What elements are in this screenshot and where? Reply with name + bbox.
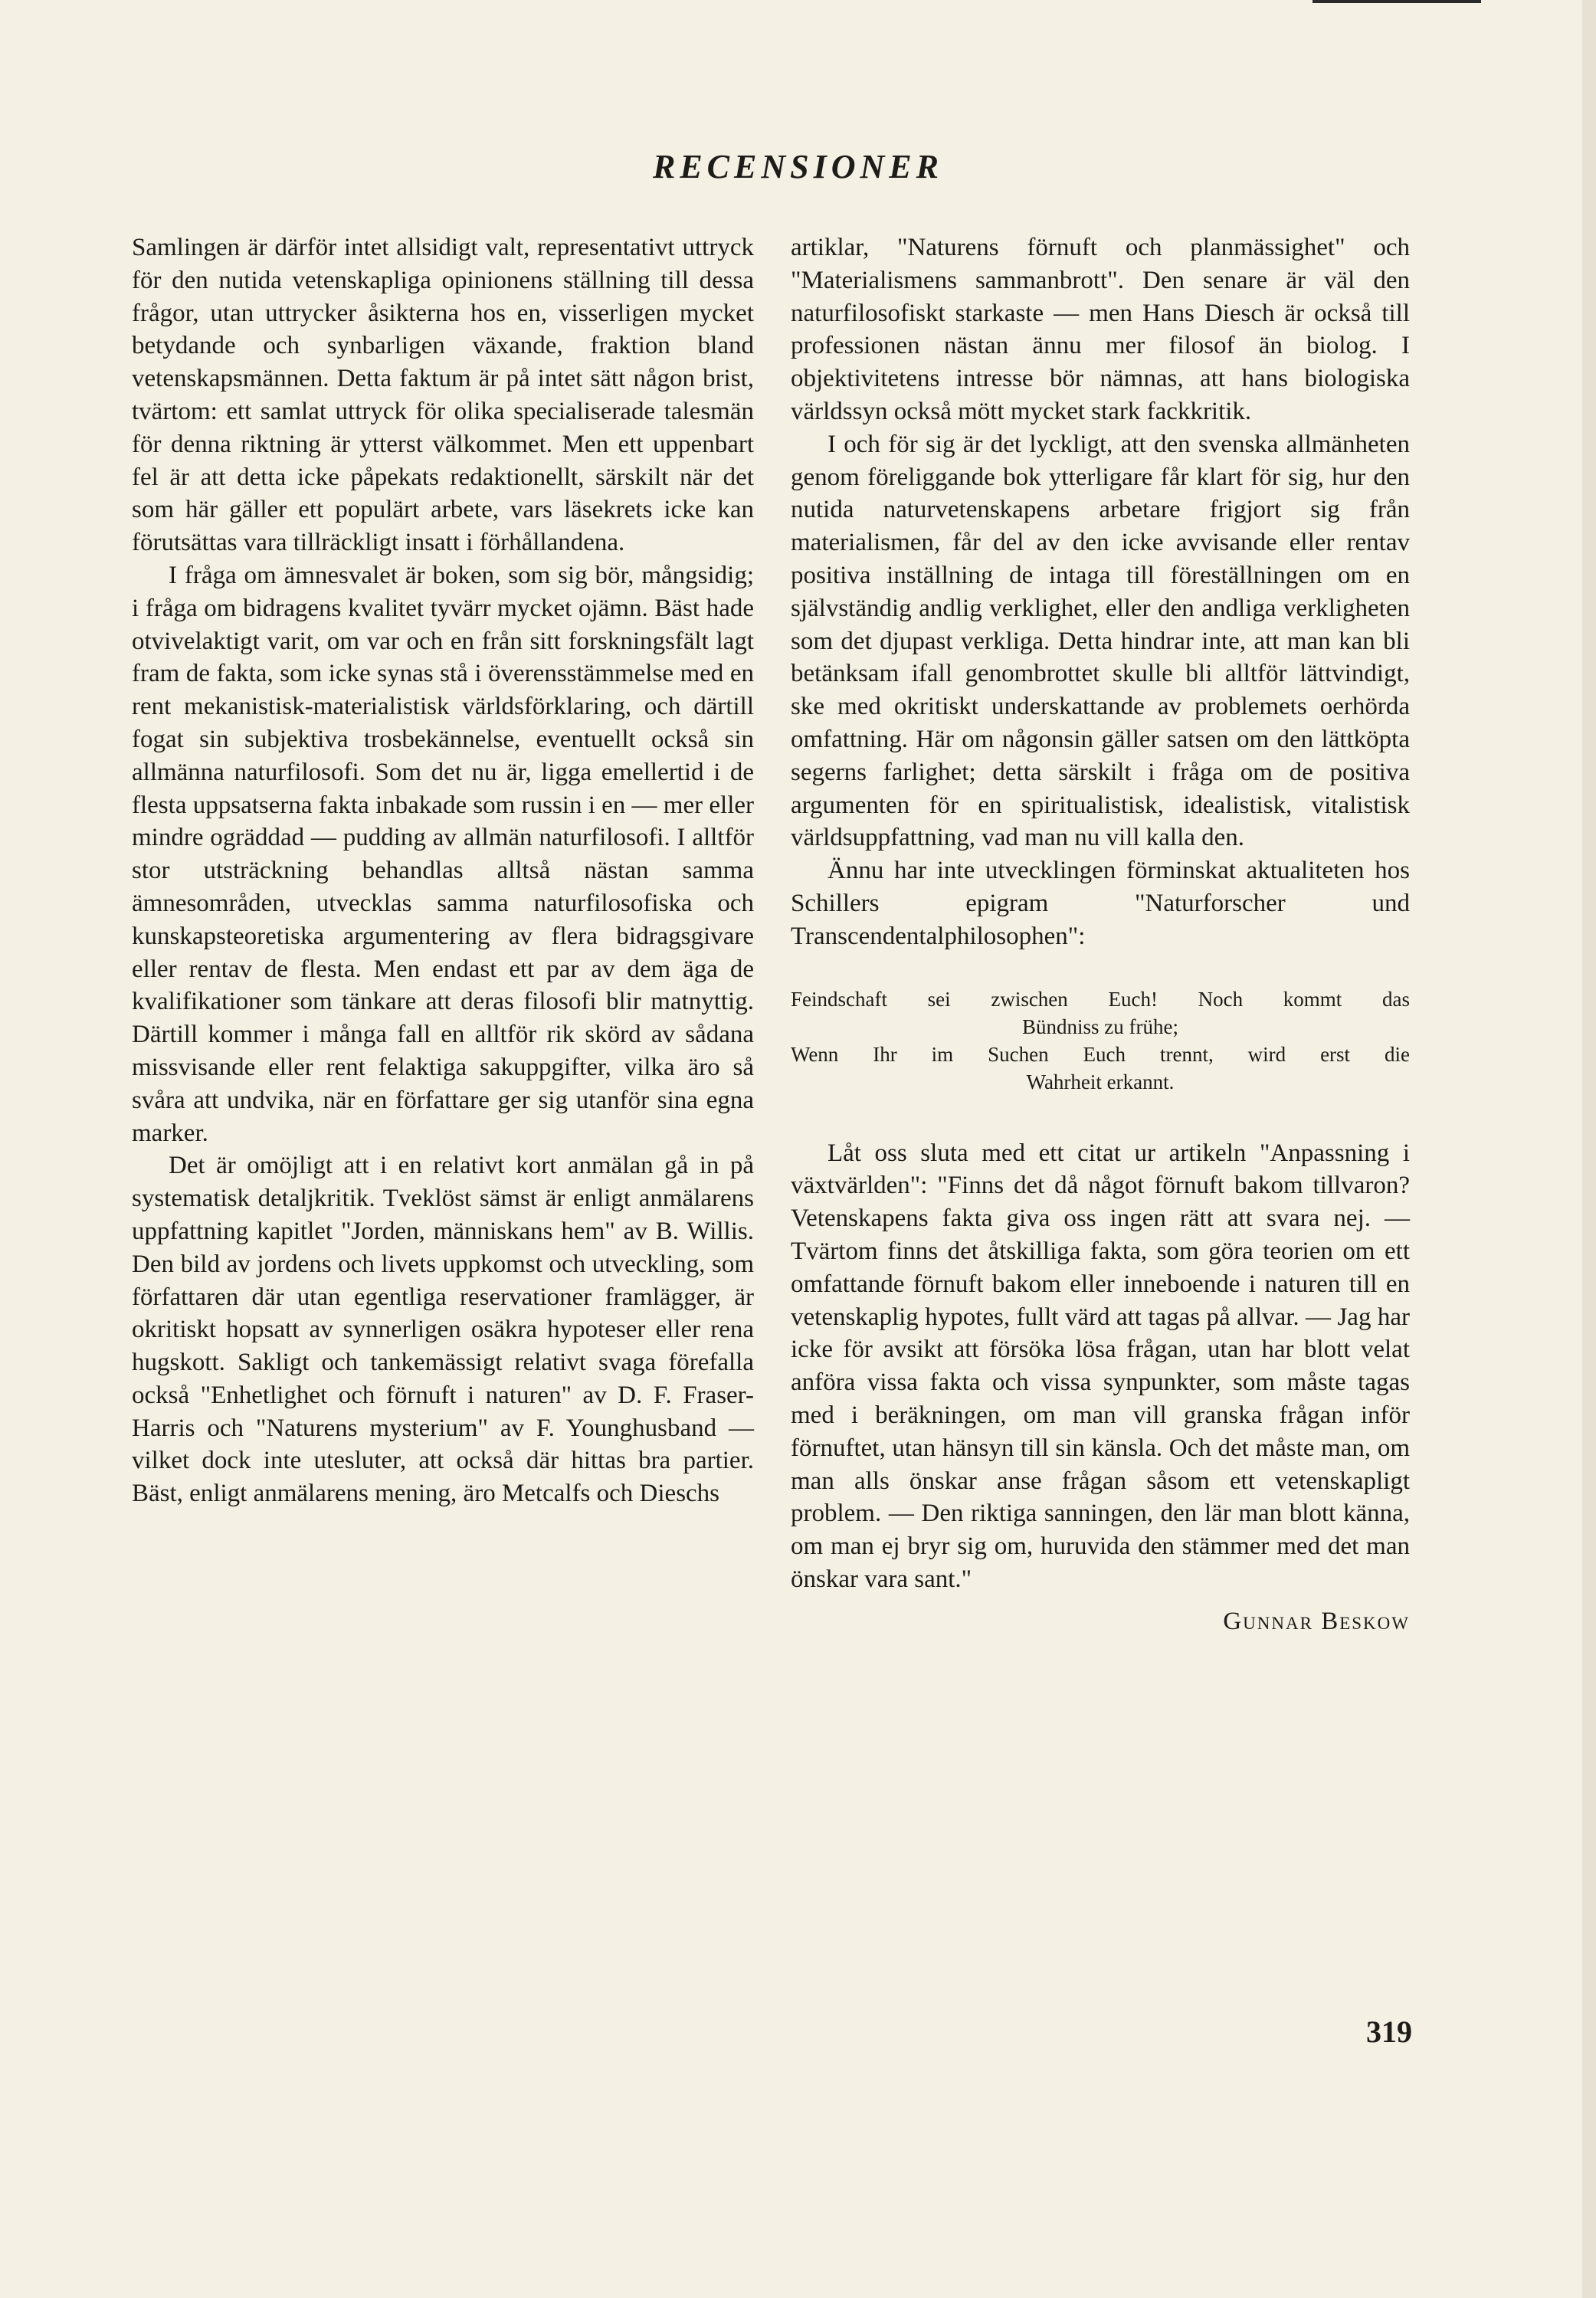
paragraph: Ännu har inte utvecklingen förminskat aktualiteten hos Schillers epigram "Naturforscher und Transcendentalphilosophen": [791,857,1410,950]
page-edge [1582,0,1596,2298]
epigram-line: Wenn Ihr im Suchen Euch trennt, wird erst die [791,1042,1410,1066]
paragraph: artiklar, "Naturens förnuft och planmässighet" och "Materialismens sammanbrott". Den senare är väl den naturfilosofiskt starkaste — men Hans Diesch är också till professionen nästan ännu mer filosof än biolog. I objektivitetens intresse bör nämnas, att hans biologiska världssyn också mött mycket stark fackkritik. [791,234,1410,425]
epigram-line-continuation: Bündniss zu frühe; [1022,1015,1178,1038]
epigram-line-continuation: Wahrheit erkannt. [1026,1070,1175,1093]
paragraph: Samlingen är därför intet allsidigt valt, representativt uttryck för den nutida vetenskapliga opinionens ställning till dessa frågor, utan uttrycker åsikterna hos en, visserligen mycket betydande och synbarligen växande, fraktion bland vetenskapsmännen. Detta faktum är på intet sätt någon brist, tvärtom: ett samlat uttryck för olika specialiserade talesmän för denna riktning är ytterst välkommet. Men ett uppenbart fel är att detta icke påpekats redaktionellt, särskilt när det som här gäller ett populärt arbete, vars läsekrets icke kan förutsättas vara tillräckligt insatt i förhållandena. [132,234,754,557]
paragraph: Det är omöjligt att i en relativt kort anmälan gå in på systematisk detaljkritik. Tveklöst sämst är enligt anmälarens uppfattning kapitlet "Jorden, människans hem" av B. Willis. Den bild av jordens och livets uppkomst och utveckling, som författaren där utan egentliga reservationer framlägger, är okritiskt hopsatt av synnerligen osäkra hypoteser eller rena hugskott. Sakligt och tankemässigt relativt svaga förefalla också "Enhetlighet och förnuft i naturen" av D. F. Fraser-Harris och "Naturens mysterium" av F. Younghusband — vilket dock inte utesluter, att också där hittas bra partier. Bäst, enligt anmälarens mening, äro Metcalfs och Dieschs [132,1152,754,1508]
paragraph: I och för sig är det lyckligt, att den svenska allmänheten genom föreliggande bok ytterligare får klart för sig, hur den nutida naturvetenskapens arbetare frigjort sig från materialismen, får del av den icke avvisande eller rentav positiva inställning de intaga till föreställningen om en självständig andlig verklighet, eller den andliga verkligheten som det djupast verkliga. Detta hindrar inte, att man kan bli betänksam ifall genombrottet skulle bli alltför lättvindigt, ske med okritiskt underskattande av problemets oerhörda omfattning. Här om någonsin gäller satsen om den lättköpta segerns farlighet; detta särskilt i fråga om de positiva argumenten för en spiritualistisk, idealistisk, vitalistisk världsuppfattning, vad man nu vill kalla den. [791,430,1410,852]
paragraph: I fråga om ämnesvalet är boken, som sig bör, mångsidig; i fråga om bidragens kvalitet tyvärr mycket ojämn. Bäst hade otvivelaktigt varit, om var och en från sitt forskningsfält lagt fram de fakta, som icke synas stå i överensstämmelse med en rent mekanistisk-materialistisk världsförklaring, och därtill fogat sin subjektiva trosbekännelse, eventuellt också sin allmänna naturfilosofi. Som det nu är, ligga emellertid i de flesta uppsatserna fakta inbakade som russin i en — mer eller mindre ogräddad — pudding av allmän naturfilosofi. I alltför stor utsträckning behandlas alltså nästan samma ämnesområden, utvecklas samma naturfilosofiska och kunskapsteoretiska argumentering av flera bidragsgivare eller rentav de flesta. Men endast ett par av dem äga de kvalifikationer som tänkare att deras filosofi blir matnyttig. Därtill kommer i många fall en alltför rik skörd av sådana missvisande eller rent felaktiga sakuppgifter, vilka äro så svåra att undvika, när en författare ger sig utanför sina egna marker. [132,561,754,1147]
epigram [791,985,1410,1096]
running-head: RECENSIONER [652,148,943,185]
right-column [791,231,1410,1637]
epigram-line: Feindschaft sei zwischen Euch! Noch kommt das [791,987,1410,1011]
author-signature: Gunnar Beskow [1223,1607,1410,1635]
paragraph: Låt oss sluta med ett citat ur artikeln "Anpassning i växtvärlden": "Finns det då något förnuft bakom tillvaron? Vetenskapens fakta giva oss ingen rätt att svara nej. — Tvärtom finns det åtskilliga fakta, som göra teorien om ett omfattande förnuft bakom eller inneboende i naturen till en vetenskaplig hypotes, fullt värd att tagas på allvar. — Jag har icke för avsikt att försöka lösa frågan, utan har blott velat anföra vissa fakta och vissa synpunkter, som måste tagas med i beräkningen, om man vill granska frågan inför förnuftet, utan hänsyn till sin känsla. Och det måste man, om man alls önskar anse frågan såsom ett vetenskapligt problem. — Den riktiga sanningen, den lär man blott känna, om man ej bryr sig om, huruvida den stämmer med det man önskar vara sant." [791,1139,1410,1593]
top-rule [1313,0,1481,3]
left-column [132,231,754,1510]
page-number: 319 [1366,2014,1412,2049]
